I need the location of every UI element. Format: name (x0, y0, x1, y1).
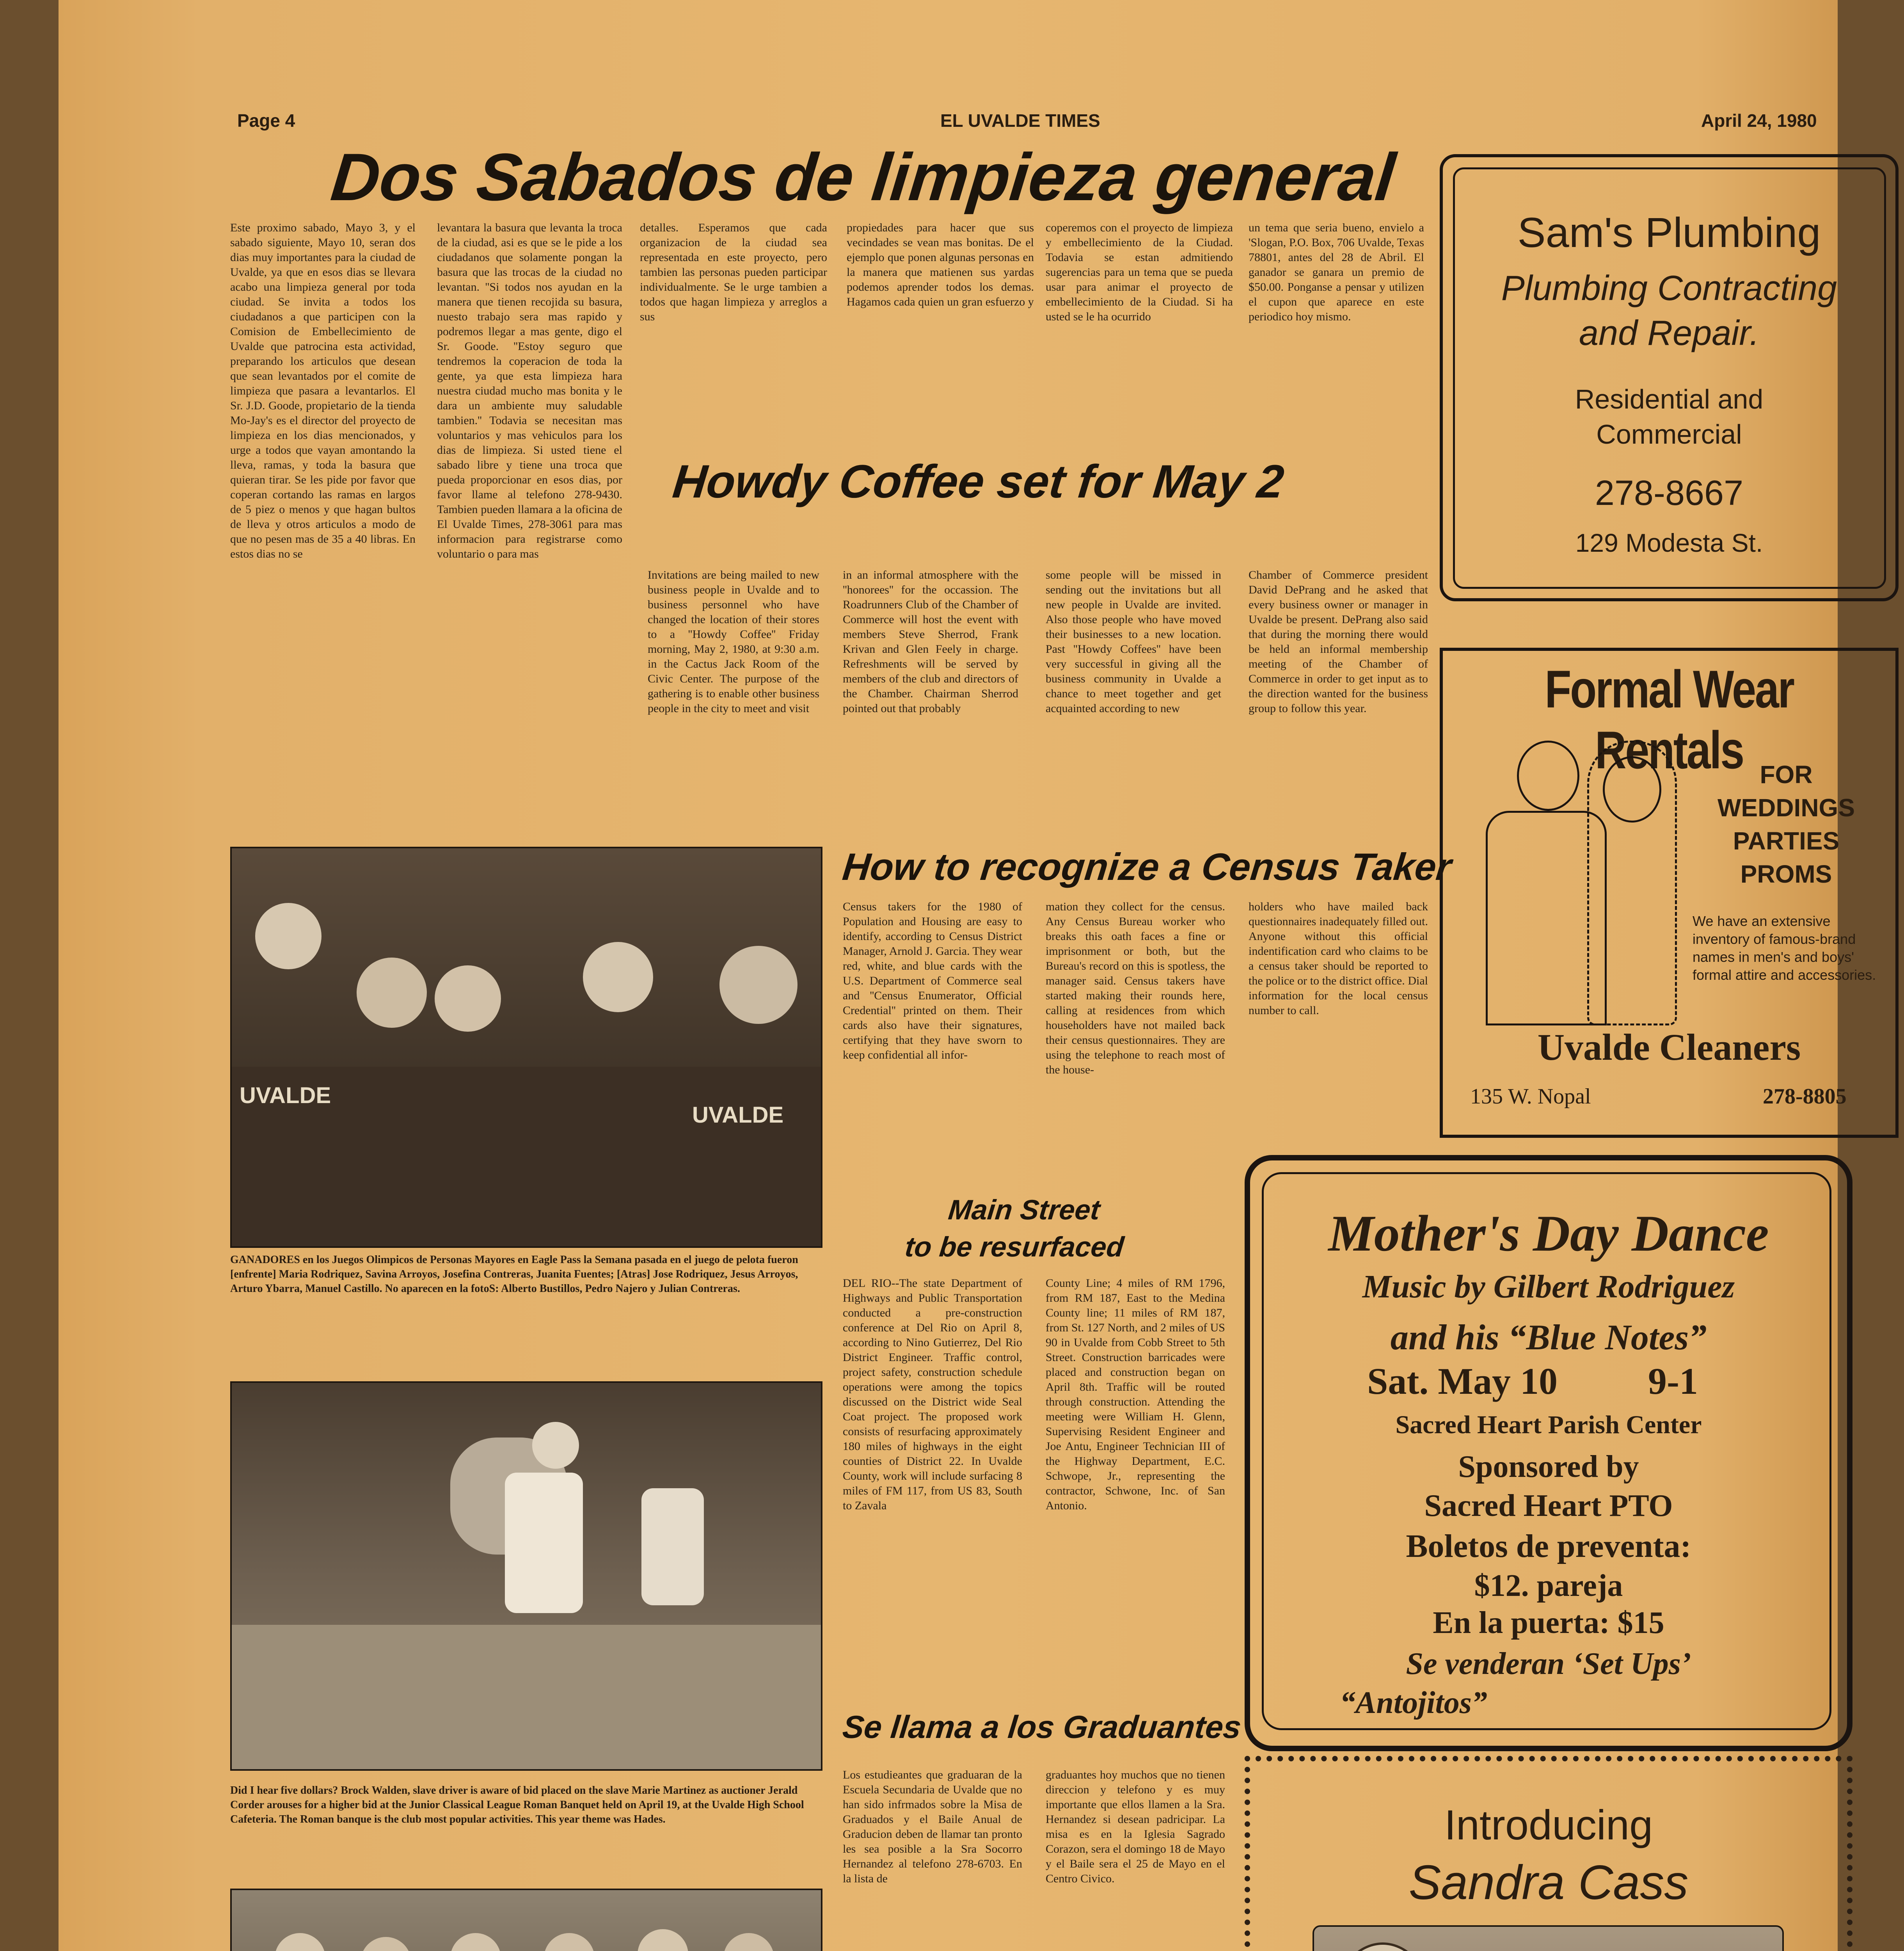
formal-phone: 278-8805 (1763, 1084, 1847, 1109)
dance-sponsor2: Sacred Heart PTO (1424, 1489, 1673, 1523)
person-face (638, 1929, 688, 1951)
caption-olympics: GANADORES en los Juegos Olimpicos de Personas Mayores en Eagle Pass la Semana pasada en el juego de pelota fueron [enfrente] Maria Rodriquez, Savina Arroyos, Josefina Contreras, Juanita Fuentes; [Atras] Jose Rodriquez, Jesus Arroyos, Arturo Ybarra, Manuel Castillo. No aparecen en la fotoS: Alberto Bustillos, Pedro Najero y Julian Contreras. (230, 1254, 798, 1295)
photo-stylists (1313, 1925, 1784, 1951)
graduantes-col-1: Los estudieantes que graduaran de la Escuela Secundaria de Uvalde que no han sido infrmados sobre la Misa de Graduados y el Baile Anual de Graducion deben de llamar tan pronto les sea posible a la Sra Socorro Hernandez al telefono 278-6703. En la lista de (843, 1768, 1022, 1885)
formal-desc: We have an extensive inventory of famous-brand names in men's and boys' formal attire and accessories. (1693, 913, 1876, 983)
ad-simons-beauty-salon (1245, 1756, 1852, 1951)
bride-veil (1587, 741, 1677, 1025)
limpieza-col-4: propiedades para hacer que sus vecindades se vean mas bonitas. De el ejemplo que ponen algunas personas en la manera que matienen sus yardas podemos aprender todos los demas. Hagamos cada quien un gran esfuerzo y (847, 221, 1034, 308)
bride-groom-illustration (1462, 741, 1681, 1022)
groom-face (1517, 741, 1579, 811)
sams-line1: Plumbing Contracting (1501, 269, 1837, 308)
headline-mainstreet-1: Main Street (947, 1194, 1102, 1226)
howdy-col-3: some people will be missed in sending out the invitations but all new people in Uvalde are invited. Also those people who have moved their businesses to a new location. Past ''Howdy Coffees'' have been very successful in giving all the business community in Uvalde a chance to meet together and get acquainted according to new (1046, 569, 1221, 715)
limpieza-col-2: levantara la basura que levanta la troca de la ciudad, asi es que se le pide a los ciudadanos que solamente pongan la basura que las trocas de la ciudad no levantan. ''Si todos nos ayudan en la manera que tienen recojida su basura, nuesto trabajo sera mas rapido y podremos llegar a mas gente, digo el Sr. Goode. ''Estoy seguro que tendremos la coperacion de toda la gente, ya que esta limpieza hara nuestra ciudad mucho mas bonita y le dara un ambiente muy saludable tambien.'' Todavia se necesitan mas voluntarios y mas vehiculos para los dias de limpieza. Si usted tiene el sabado libre y tiene una troca que pueda proporcionar en esos dias, por favor llame al telefono 278-9430. Tambien pueden llamara a la oficina de El Uvalde Times, 278-3061 para mas informacion para registrarse como voluntario o para mas (437, 221, 622, 560)
person-face (532, 1422, 579, 1469)
dance-time: 9-1 (1648, 1360, 1698, 1402)
person-face (1334, 1942, 1432, 1951)
sams-line4: Commercial (1596, 419, 1742, 450)
dance-door: En la puerta: $15 (1433, 1606, 1664, 1640)
dance-price: $12. pareja (1474, 1569, 1623, 1603)
person-face (361, 1937, 411, 1951)
ad-mothers-day-dance (1245, 1155, 1852, 1751)
formal-address: 135 W. Nopal (1470, 1084, 1591, 1109)
headline-census: How to recognize a Census Taker (840, 845, 1454, 888)
limpieza-col-1: Este proximo sabado, Mayo 3, y el sabado siguiente, Mayo 10, seran dos dias muy importantes para la ciudad de Uvalde, ya que en esos dias se llevara acabo una limpieza general por toda ciudad. Se invita a todos los ciudadanos a que participen con la Comision de Embellecimiento de Uvalde que patrocina esta actividad, preparando los articulos que desean que sean levantados por el comite de limpieza que pasara a levantarlos. El Sr. J.D. Goode, propietario de la tienda Mo-Jay's es el director del proyecto de limpieza en los dias mencionados, y urge a todos que vayan amontando la lleva, ramas, y toda la basura que quieran tirar. Se les pide por favor que coperan cortando las ramas en largos de 5 piez o menos y que hagan bultos de lleva y otros articulos a modo de que no pesen mas de 35 a 40 libras. En estos dias no se (230, 221, 416, 560)
salon-intro: Introducing (1444, 1801, 1653, 1848)
mainstreet-col-1: DEL RIO--The state Department of Highways and Public Transportation conducted a pre-construction conference at Del Rio on April 8, according to Nino Gutierrez, Del Rio District Engineer. Traffic control, project safety, construction schedule operations were among the topics discussed on the District wide Seal Coat project. The proposed work consists of resurfacing approximately 180 miles of highways in the eight counties of District 22. In Uvalde County, work will include surfacing 8 miles of FM 117, from US 83, South to Zavala (843, 1277, 1022, 1512)
dance-venue: Sacred Heart Parish Center (1395, 1411, 1702, 1439)
howdy-col-2: in an informal atmosphere with the ''honorees'' for the occassion. The Roadrunners Club of the Chamber of Commerce will host the event with members Steve Sherrod, Frank Krivan and Glen Feely in charge. Refreshments will be served by members of the club and directors of the Chamber. Chairman Sherrod pointed out that probably (843, 569, 1018, 715)
dance-title: Mother's Day Dance (1328, 1205, 1769, 1262)
sams-title: Sam's Plumbing (1517, 209, 1821, 256)
census-col-3: holders who have mailed back questionnaires inadequately filled out. Anyone without this official indentification card who claims to be a census taker should be reported to the police or to the district office. Dial information for the local census number to call. (1249, 900, 1428, 1017)
person-face (357, 958, 427, 1028)
sams-line3: Residential and (1575, 384, 1764, 414)
caption-banquet: Did I hear five dollars? Brock Walden, slave driver is aware of bid placed on the slave Marie Martinez as auctioner Jerald Corder arouses for a higher bid at the Junior Classical League Roman Banquet held on April 19, at the Uvalde High School Cafeteria. The Roman banque is the club most popular activities. This year theme was Hades. (230, 1784, 804, 1825)
formal-for: FOR (1760, 760, 1813, 789)
issue-date: April 24, 1980 (1701, 110, 1817, 131)
headline-mainstreet-2: to be resurfaced (903, 1231, 1126, 1263)
dance-antojitos: “Antojitos” (1340, 1686, 1487, 1720)
photo-roman-banquet (230, 1381, 822, 1771)
person-face (583, 942, 653, 1012)
limpieza-col-3: detalles. Esperamos que cada organizacion de la ciudad sea representada en este proyecto, pero tambien las personas pueden participar individualmente. Se le urge tambien a todos que hagan limpieza y arreglos a sus (640, 221, 827, 323)
sams-line2: and Repair. (1579, 314, 1759, 353)
person-face (255, 903, 321, 969)
ad-formal-wear (1440, 648, 1899, 1138)
census-col-2: mation they collect for the census. Any Census Bureau worker who breaks this oath faces a fine or imprisonment or both, but the Bureau's record on this is spotless, the manager said. Census takers have started making their rounds here, calling at residences from which householders have not mailed back their census questionnaires. They are using the telephone to reach most of the house- (1046, 900, 1225, 1076)
formal-weddings: WEDDINGS (1718, 794, 1855, 822)
person-face (275, 1933, 325, 1951)
robe-figure (641, 1488, 704, 1605)
census-col-1: Census takers for the 1980 of Population and Housing are easy to identify, according to Census District Manager, Arnold J. Garcia. They wear red, white, and blue cards with the U.S. Department of Commerce seal and ''Census Enumerator, Official Credential'' printed on them. Their cards also have their signatures, certifying that they have sworn to keep confidential all infor- (843, 900, 1022, 1061)
howdy-col-4: Chamber of Commerce president David DePrang and he asked that every business owner or manager in Uvalde be present. DePrang also said that during the morning there would be held an informal membership meeting of the Chamber of Commerce in order to get input as to the direction wanted for the business group to follow this year. (1249, 569, 1428, 715)
headline-graduantes: Se llama a los Graduantes (841, 1709, 1243, 1745)
robe-figure (505, 1473, 583, 1613)
tables (232, 1625, 821, 1769)
person-face (723, 1933, 774, 1951)
jersey-text-2: UVALDE (240, 1083, 331, 1108)
person-face (719, 946, 797, 1024)
paper-name: EL UVALDE TIMES (940, 110, 1100, 131)
graduantes-col-2: graduantes hoy muchos que no tienen direccion y telefono y es muy importante que ellos llamen a la Sra. Hernandez si desean padricipar. La misa es en la Iglesia Sagrado Corazon, sera el domingo 18 de Mayo y el Baile sera el 25 de Mayo en el Centro Civico. (1046, 1768, 1225, 1885)
howdy-col-1: Invitations are being mailed to new business people in Uvalde and to business personnel who have changed the location of their stores to a ''Howdy Coffee'' Friday morning, May 2, 1980, at 9:30 a.m. in the Cactus Jack Room of the Civic Center. The purpose of the gathering is to enable other business people in the city to meet and visit (648, 569, 819, 715)
formal-parties: PARTIES (1733, 827, 1840, 855)
formal-business: Uvalde Cleaners (1537, 1026, 1801, 1068)
headline-howdy: Howdy Coffee set for May 2 (670, 455, 1286, 508)
dance-presale: Boletos de preventa: (1406, 1528, 1691, 1564)
dance-setups: Se venderan ‘Set Ups’ (1406, 1647, 1691, 1681)
sams-phone: 278-8667 (1595, 474, 1744, 513)
photo-olympic-winners (230, 847, 822, 1248)
sams-address: 129 Modesta St. (1575, 528, 1763, 557)
formal-proms: PROMS (1740, 860, 1832, 888)
person-face (450, 1933, 501, 1951)
photo-hillcrest-angels (230, 1889, 822, 1951)
ad-sams-plumbing (1440, 154, 1899, 601)
person-face (544, 1933, 595, 1951)
dance-date: Sat. May 10 (1367, 1360, 1558, 1402)
page-number: Page 4 (237, 110, 295, 131)
mainstreet-col-2: County Line; 4 miles of RM 1796, from RM 187, East to the Medina County line; 11 miles of RM 187, from St. 127 North, and 2 miles of US 90 in Uvalde from Cobb Street to 5th Street. Construction barricades were placed and construction began on April 8th. Traffic will be routed through construction. Attending the meeting were William H. Glenn, Supervising Resident Engineer and Joe Antu, Engineer Technician III of the Highway Department, E.C. Schwope, Jr., representing the contractor, Schwone, Inc. of San Antonio. (1046, 1277, 1225, 1512)
limpieza-col-5: coperemos con el proyecto de limpieza y embellecimiento de la Ciudad. Todavia se estan admitiendo sugerencias para un tema que se pueda usar para animar el proyecto de embellecimiento de la Ciudad. Si ha usted se le ha ocurrido (1046, 221, 1233, 323)
salon-name: Sandra Cass (1408, 1856, 1689, 1910)
jersey-text: UVALDE (692, 1102, 784, 1128)
dance-sponsor1: Sponsored by (1458, 1450, 1639, 1484)
dance-music: Music by Gilbert Rodriguez (1362, 1269, 1735, 1305)
dance-band: and his “Blue Notes” (1390, 1317, 1707, 1357)
headline-limpieza: Dos Sabados de limpieza general (327, 140, 1399, 215)
formal-title: Formal Wear Rentals (1545, 659, 1794, 780)
limpieza-col-6: un tema que seria bueno, envielo a 'Slogan, P.O. Box, 706 Uvalde, Texas 78801, antes del 28 de Abril. El ganador se ganara un premio de $50.00. Ponganse a pensar y utilizen el cupon que aparece en este periodico hoy mismo. (1249, 221, 1424, 323)
person-face (435, 965, 501, 1032)
